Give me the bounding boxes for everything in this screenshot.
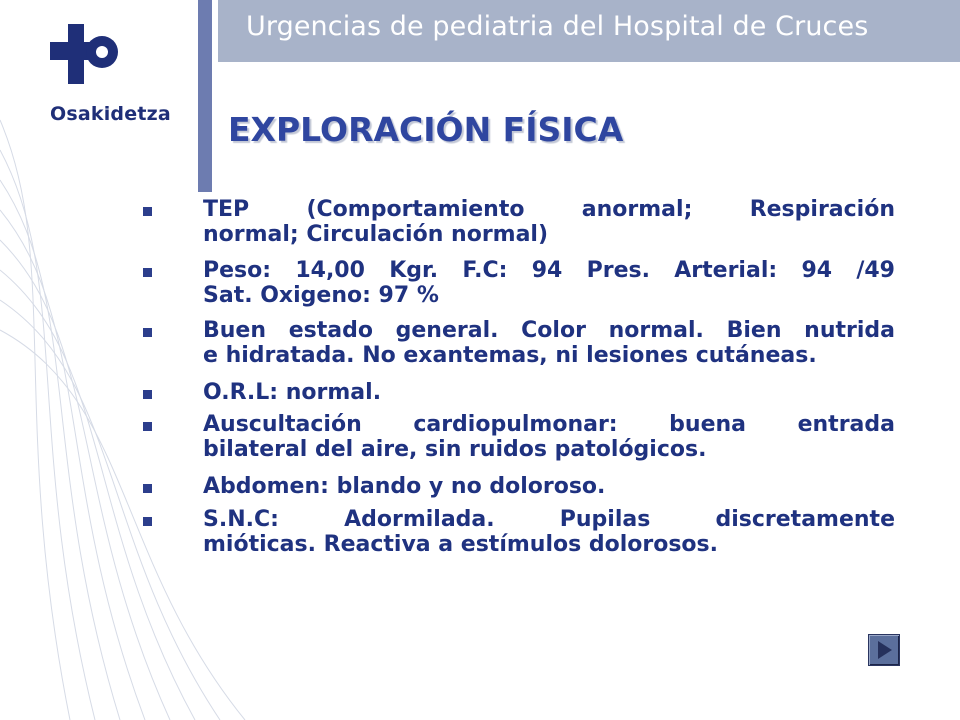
bullet-item-abdomen: [143, 470, 895, 500]
square-bullet-icon: [143, 207, 152, 216]
bullet-text-line: bilateral del aire, sin ruidos patológicos.: [203, 437, 707, 462]
accent-vertical-bar: [198, 0, 212, 192]
bullet-text-line: mióticas. Reactiva a estímulos dolorosos.: [203, 532, 719, 557]
bullet-item-snc: [143, 503, 895, 561]
bullet-text-line: Peso: 14,00 Kgr. F.C: 94 Pres. Arterial: 94 /49: [203, 258, 895, 283]
page-title: EXPLORACIÓN FÍSICA: [228, 110, 624, 149]
osakidetza-cross-icon: [50, 20, 130, 100]
bullet-item-vitals: [143, 254, 895, 312]
square-bullet-icon: [143, 484, 152, 493]
bullet-item-orl: [143, 376, 895, 406]
next-slide-button[interactable]: [868, 634, 900, 666]
bullet-text-line: Auscultación cardiopulmonar: buena entrada: [203, 412, 895, 437]
bullet-item-auscultation: [143, 408, 895, 466]
header-title: Urgencias de pediatria del Hospital de Cruces: [246, 11, 869, 42]
square-bullet-icon: [143, 328, 152, 337]
bullet-item-tep: [143, 193, 895, 251]
bullet-text-line: Abdomen: blando y no doloroso.: [203, 474, 606, 499]
bullet-text-line: Buen estado general. Color normal. Bien nutrida: [203, 318, 895, 343]
bullet-text-line: TEP (Comportamiento anormal; Respiración: [203, 197, 895, 222]
bullet-item-general-state: [143, 314, 895, 372]
square-bullet-icon: [143, 517, 152, 526]
osakidetza-logo-text: Osakidetza: [50, 103, 171, 125]
bullet-text-line: e hidratada. No exantemas, ni lesiones cutáneas.: [203, 343, 817, 368]
play-arrow-icon: [869, 635, 899, 665]
square-bullet-icon: [143, 268, 152, 277]
square-bullet-icon: [143, 390, 152, 399]
bullet-text-line: normal; Circulación normal): [203, 222, 549, 247]
bullet-text-line: S.N.C: Adormilada. Pupilas discretamente: [203, 507, 895, 532]
bullet-text-line: Sat. Oxigeno: 97 %: [203, 283, 439, 308]
bullet-text-line: O.R.L: normal.: [203, 380, 382, 405]
square-bullet-icon: [143, 422, 152, 431]
